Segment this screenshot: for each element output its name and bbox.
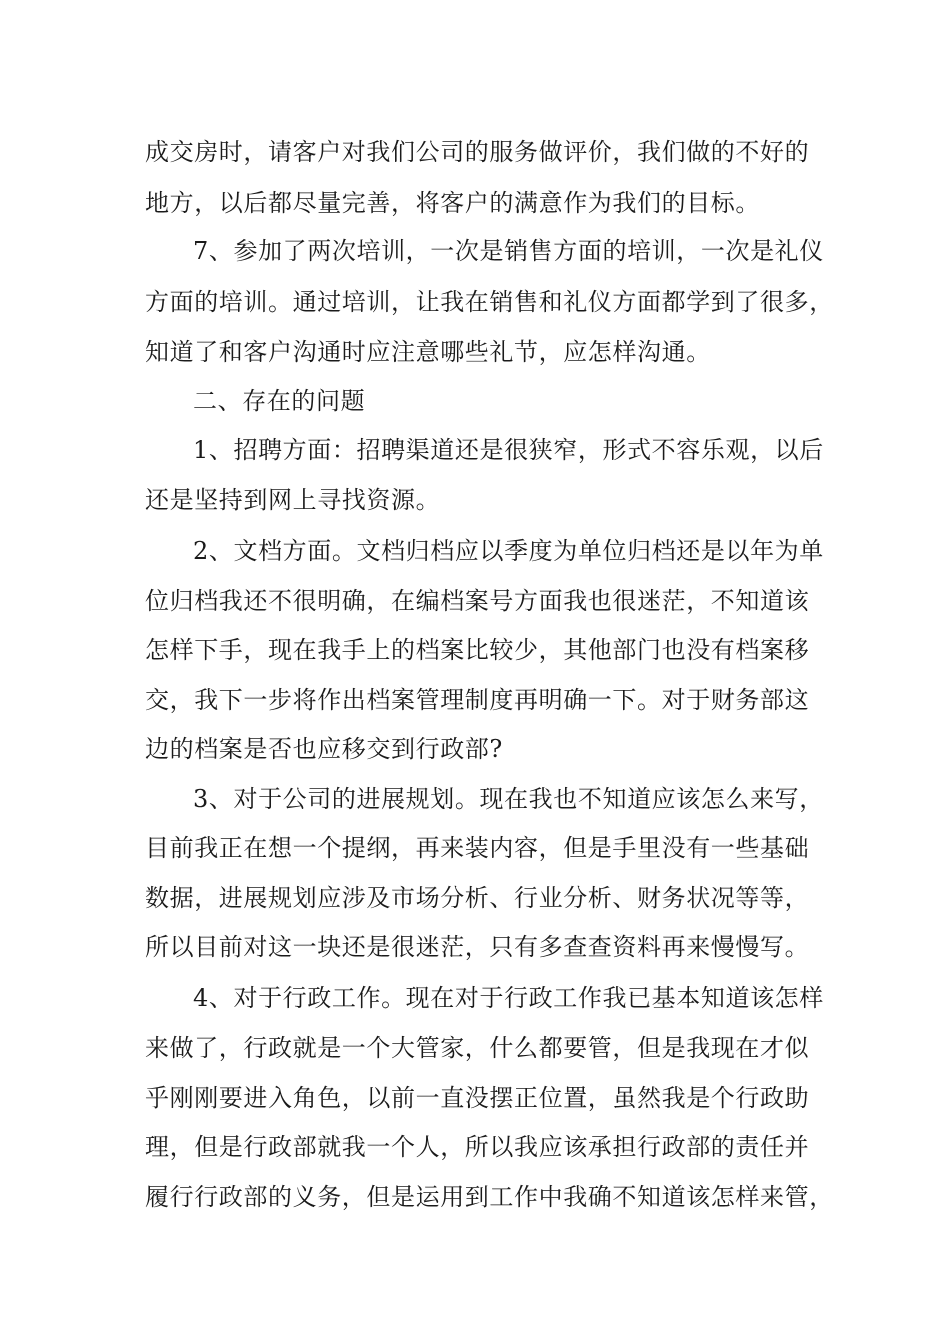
text-line: 7、参加了两次培训，一次是销售方面的培训，一次是礼仪	[193, 237, 824, 265]
text-line: 边的档案是否也应移交到行政部?	[145, 735, 503, 763]
text-line: 地方，以后都尽量完善，将客户的满意作为我们的目标。	[145, 189, 760, 217]
text-line: 还是坚持到网上寻找资源。	[145, 486, 441, 514]
text-line: 怎样下手，现在我手上的档案比较少，其他部门也没有档案移	[145, 636, 810, 664]
text-line: 履行行政部的义务，但是运用到工作中我确不知道该怎样来管，	[145, 1183, 834, 1211]
text-line: 2、文档方面。文档归档应以季度为单位归档还是以年为单	[193, 537, 824, 565]
text-line: 成交房时，请客户对我们公司的服务做评价，我们做的不好的	[145, 138, 810, 166]
text-line: 交，我下一步将作出档案管理制度再明确一下。对于财务部这	[145, 686, 810, 714]
text-line: 理，但是行政部就我一个人，所以我应该承担行政部的责任并	[145, 1133, 810, 1161]
text-line: 4、对于行政工作。现在对于行政工作我已基本知道该怎样	[193, 984, 824, 1012]
text-line: 方面的培训。通过培训，让我在销售和礼仪方面都学到了很多，	[145, 288, 834, 316]
text-line: 来做了，行政就是一个大管家，什么都要管，但是我现在才似	[145, 1034, 810, 1062]
text-line: 知道了和客户沟通时应注意哪些礼节，应怎样沟通。	[145, 338, 711, 366]
section-heading: 二、存在的问题	[193, 387, 366, 415]
text-line: 数据，进展规划应涉及市场分析、行业分析、财务状况等等，	[145, 884, 810, 912]
text-line: 3、对于公司的进展规划。现在我也不知道应该怎么来写，	[193, 785, 824, 813]
text-line: 位归档我还不很明确，在编档案号方面我也很迷茫，不知道该	[145, 587, 810, 615]
text-line: 1、招聘方面：招聘渠道还是很狭窄，形式不容乐观，以后	[193, 436, 824, 464]
text-line: 乎刚刚要进入角色，以前一直没摆正位置，虽然我是个行政助	[145, 1084, 810, 1112]
text-line: 目前我正在想一个提纲，再来装内容，但是手里没有一些基础	[145, 834, 810, 862]
text-line: 所以目前对这一块还是很迷茫，只有多查查资料再来慢慢写。	[145, 933, 810, 961]
